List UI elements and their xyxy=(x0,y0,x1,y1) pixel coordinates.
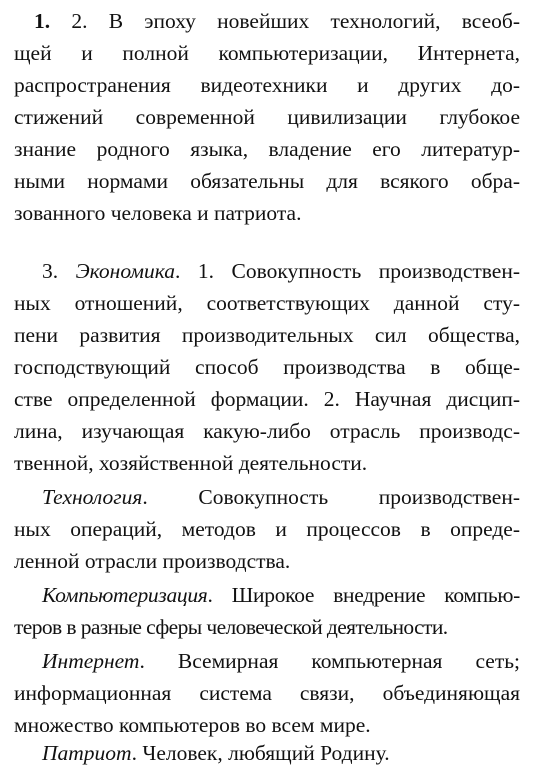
internet-line-1 xyxy=(42,646,520,676)
computerization-line-2: теров в разные сферы человеческой деятельности. xyxy=(14,615,448,639)
block1-line-7: зованного человека и патриота. xyxy=(14,201,302,225)
economy-line-5: стве определенной формации. 2. Научная дисцип- xyxy=(14,387,520,411)
internet-line-3: множество компьютеров во всем мире. xyxy=(14,713,371,737)
block1-line-4: стижений современной цивилизации глубокое xyxy=(14,105,520,129)
technology-term: Технология xyxy=(42,485,143,509)
block1-line-5: знание родного языка, владение его литератур- xyxy=(14,137,520,161)
block1-line-3: распространения видеотехники и других до- xyxy=(14,73,520,97)
computerization-line-1-rest: . Широкое внедрение компью- xyxy=(207,583,520,607)
economy-line-7: твенной, хозяйственной деятельности. xyxy=(14,451,368,475)
computerization-line-1 xyxy=(42,580,520,610)
patriot-term: Патриот xyxy=(42,741,132,765)
technology-line-1 xyxy=(42,482,520,512)
patriot-line-1 xyxy=(42,738,520,768)
economy-line-3: пени развития производительных сил общества, xyxy=(14,323,520,347)
technology-line-1-rest: . Совокупность производствен- xyxy=(142,485,520,509)
patriot-line-1-rest: . Человек, любящий Родину. xyxy=(131,741,390,765)
block1-line-1 xyxy=(34,6,520,36)
economy-line-2: ных отношений, соответствующих данной сту- xyxy=(14,291,520,315)
technology-line-3: ленной отрасли производства. xyxy=(14,549,291,573)
economy-line-1-rest: . 1. Совокупность производствен- xyxy=(175,259,520,283)
block1-line-1-text: 2. В эпоху новейших технологий, всеоб- xyxy=(50,9,520,33)
internet-term: Интернет xyxy=(42,649,140,673)
internet-line-1-rest: . Всемирная компьютерная сеть; xyxy=(139,649,520,673)
economy-term: Экономика xyxy=(75,259,176,283)
economy-line-1 xyxy=(42,256,520,286)
block1-line-6: ными нормами обязательны для всякого обра- xyxy=(14,169,520,193)
technology-line-2: ных операций, методов и процессов в опреде- xyxy=(14,517,520,541)
computerization-term: Компьютеризация xyxy=(42,583,208,607)
economy-line-6: лина, изучающая какую-либо отрасль производс- xyxy=(14,419,520,443)
block1-number: 1. xyxy=(34,9,51,33)
economy-intro: 3. xyxy=(42,259,76,283)
economy-line-4: господствующий способ производства в обще- xyxy=(14,355,520,379)
internet-line-2: информационная система связи, объединяющая xyxy=(14,681,520,705)
block1-line-2: щей и полной компьютеризации, Интернета, xyxy=(14,41,520,65)
